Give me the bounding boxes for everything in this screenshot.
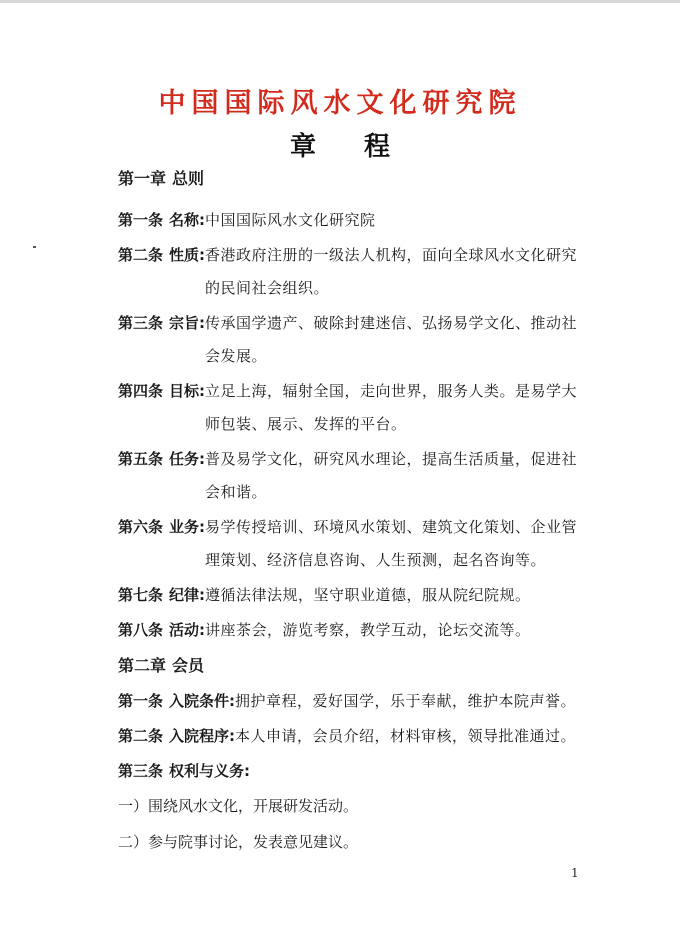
article-text: 拥护章程，爱好国学，乐于奉献，维护本院声誉。 bbox=[235, 692, 577, 710]
article-text bbox=[250, 755, 588, 788]
article-number: 第一条 bbox=[118, 692, 164, 710]
article-label bbox=[118, 755, 250, 788]
chapter-name: 会员 bbox=[172, 656, 205, 675]
article-1-6 bbox=[118, 511, 588, 577]
article-number: 第五条 bbox=[118, 450, 164, 468]
article-title: 业务: bbox=[169, 518, 206, 536]
chapter-heading-2 bbox=[118, 655, 588, 677]
article-number: 第二条 bbox=[118, 727, 164, 745]
article-label bbox=[118, 579, 205, 612]
article-1-5 bbox=[118, 443, 588, 509]
page-number: 1 bbox=[571, 866, 579, 880]
chapter-heading-1 bbox=[118, 168, 588, 190]
article-text: 本人申请，会员介绍，材料审核，领导批准通过。 bbox=[235, 727, 577, 745]
subtitle-char-2: 程 bbox=[364, 132, 391, 162]
article-text: 讲座茶会，游览考察，教学互动，论坛交流等。 bbox=[205, 621, 531, 639]
article-title: 权利与义务: bbox=[169, 762, 251, 780]
document-body bbox=[118, 168, 588, 862]
article-text: 立足上海，辐射全国，走向世界，服务人类。是易学大师包装、展示、发挥的平台。 bbox=[205, 382, 578, 433]
article-1-1 bbox=[118, 204, 588, 237]
article-label bbox=[118, 614, 205, 647]
article-number: 第七条 bbox=[118, 586, 164, 604]
article-label bbox=[118, 375, 205, 441]
article-label bbox=[118, 443, 205, 509]
article-number: 第二条 bbox=[118, 246, 164, 264]
article-title: 任务: bbox=[169, 450, 206, 468]
article-1-8 bbox=[118, 614, 588, 647]
article-1-4 bbox=[118, 375, 588, 441]
article-title: 纪律: bbox=[169, 586, 206, 604]
article-title: 目标: bbox=[169, 382, 206, 400]
article-label bbox=[118, 720, 235, 753]
scan-speck bbox=[33, 246, 36, 248]
document-title: 中国国际风水文化研究院 bbox=[158, 88, 522, 119]
article-title: 入院条件: bbox=[169, 692, 236, 710]
article-number: 第三条 bbox=[118, 314, 164, 332]
article-1-7 bbox=[118, 579, 588, 612]
list-item: 二）参与院事讨论，发表意见建议。 bbox=[118, 833, 359, 851]
article-title: 性质: bbox=[169, 246, 206, 264]
article-text: 普及易学文化，研究风水理论，提高生活质量，促进社会和谐。 bbox=[205, 450, 578, 501]
article-title: 入院程序: bbox=[169, 727, 236, 745]
article-number: 第六条 bbox=[118, 518, 164, 536]
article-text: 传承国学遗产、破除封建迷信、弘扬易学文化、推动社会发展。 bbox=[205, 314, 578, 365]
article-text: 遵循法律法规，坚守职业道德，服从院纪院规。 bbox=[205, 586, 531, 604]
chapter-name: 总则 bbox=[172, 169, 205, 188]
scan-edge bbox=[0, 0, 680, 3]
subtitle-char-1: 章 bbox=[289, 132, 316, 162]
article-title: 名称: bbox=[169, 211, 206, 229]
article-1-3 bbox=[118, 307, 588, 373]
article-label bbox=[118, 685, 235, 718]
article-label bbox=[118, 239, 205, 305]
article-number: 第八条 bbox=[118, 621, 164, 639]
article-text: 易学传授培训、环境风水策划、建筑文化策划、企业管理策划、经济信息咨询、人生预测，起名咨询等。 bbox=[205, 518, 578, 569]
article-number: 第一条 bbox=[118, 211, 164, 229]
article-2-1 bbox=[118, 685, 588, 718]
article-label bbox=[118, 511, 205, 577]
article-title: 宗旨: bbox=[169, 314, 206, 332]
list-item: 一）围绕风水文化，开展研发活动。 bbox=[118, 797, 359, 815]
article-2-2 bbox=[118, 720, 588, 753]
article-1-2 bbox=[118, 239, 588, 305]
chapter-number: 第一章 bbox=[118, 169, 167, 188]
article-label bbox=[118, 204, 205, 237]
document-subtitle bbox=[0, 130, 680, 164]
article-number: 第四条 bbox=[118, 382, 164, 400]
article-number: 第三条 bbox=[118, 762, 164, 780]
article-2-3 bbox=[118, 755, 588, 788]
article-text: 中国国际风水文化研究院 bbox=[205, 211, 376, 229]
article-label bbox=[118, 307, 205, 373]
chapter-number: 第二章 bbox=[118, 656, 167, 675]
article-title: 活动: bbox=[169, 621, 206, 639]
article-text: 香港政府注册的一级法人机构，面向全球风水文化研究的民间社会组织。 bbox=[205, 246, 578, 297]
